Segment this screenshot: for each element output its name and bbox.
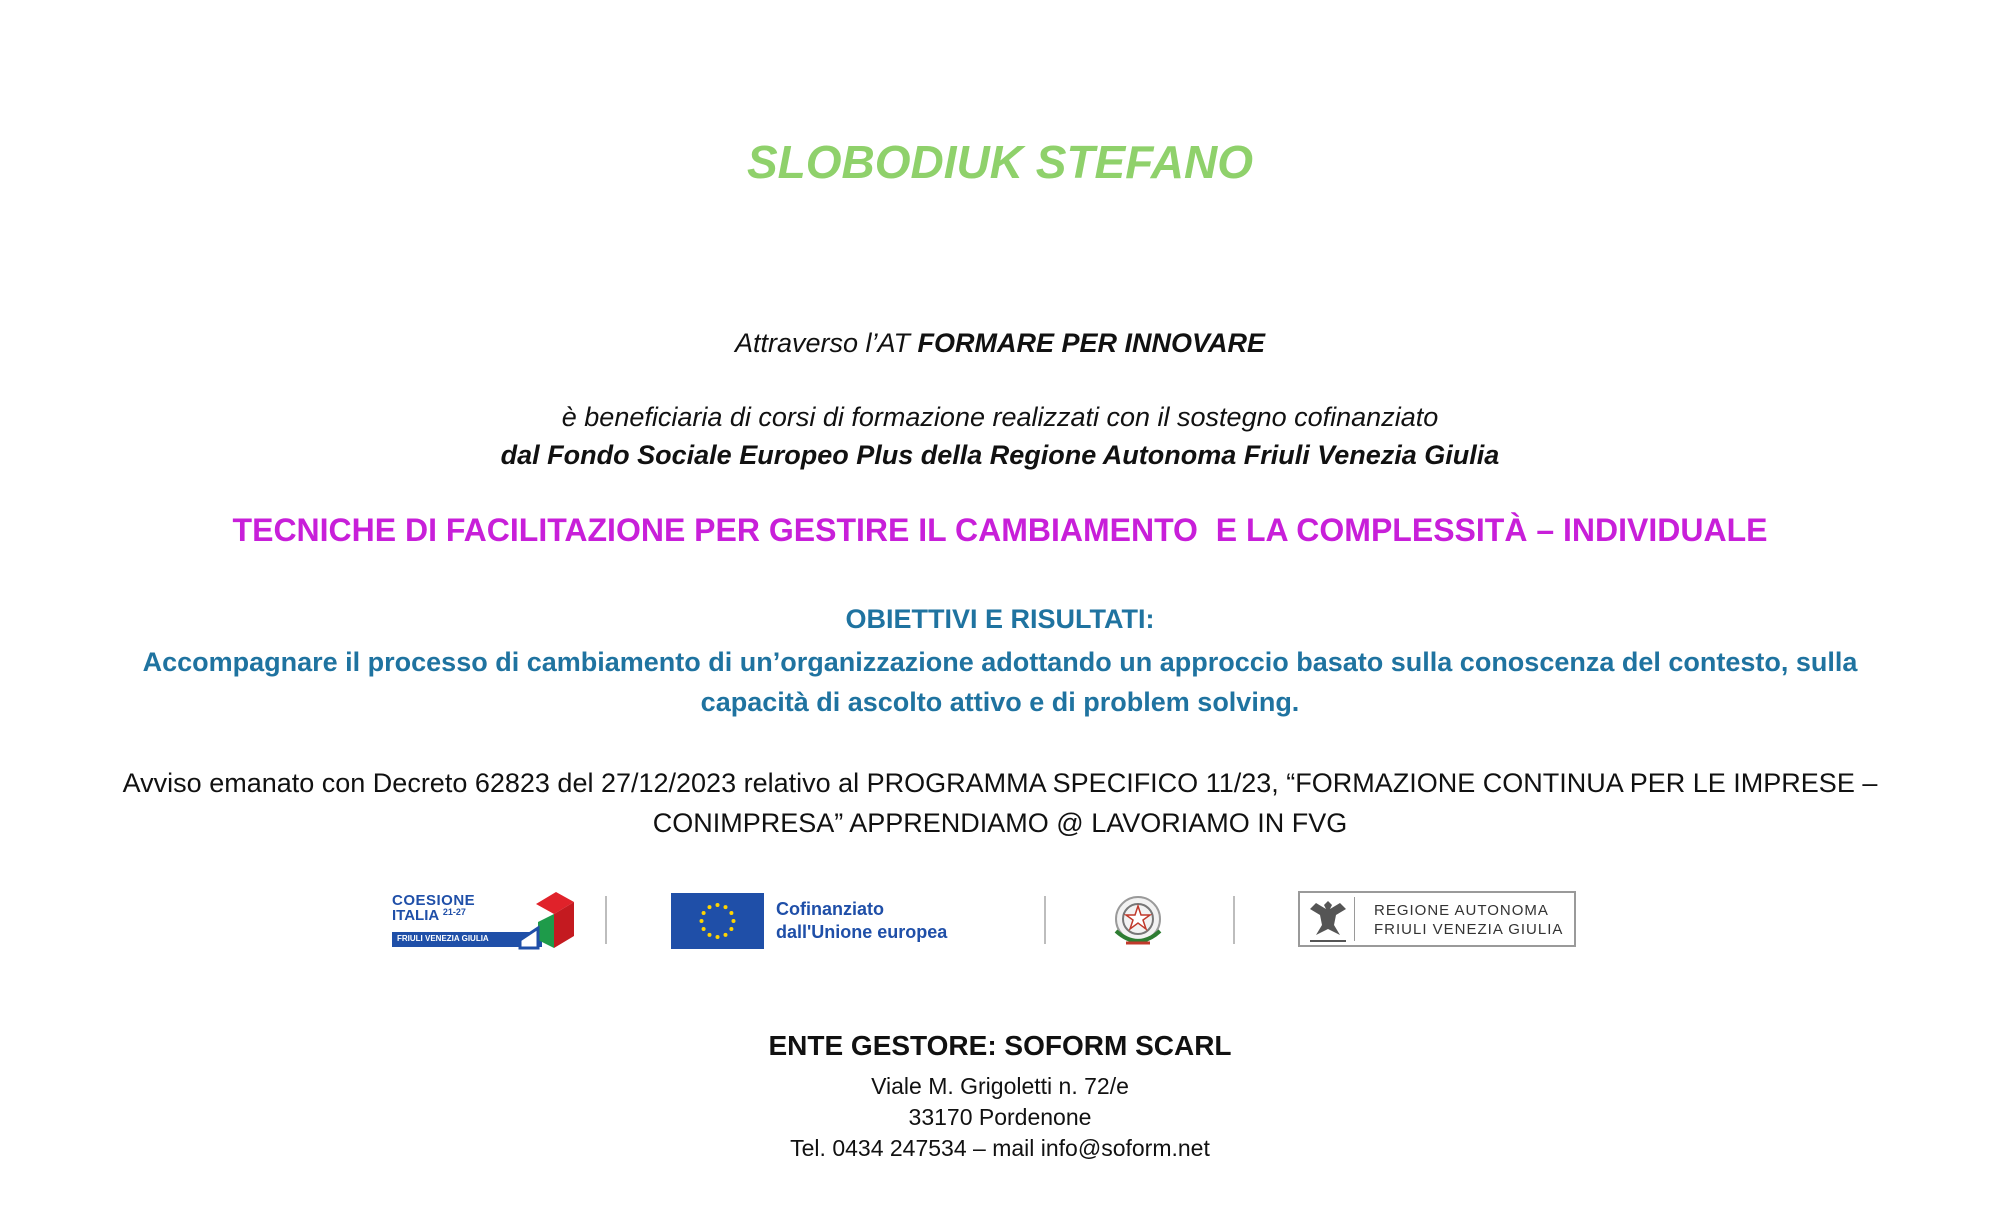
regione-fvg-logo [1298, 891, 1576, 947]
fvg-eagle-icon [1306, 895, 1350, 945]
beneficiary-line-1: è beneficiaria di corsi di formazione realizzati con il sostegno cofinanziato [561, 402, 1439, 432]
avviso-text [0, 763, 2000, 843]
beneficiary-line-2: dal Fondo Sociale Europeo Plus della Regione Autonoma Friuli Venezia Giulia [500, 440, 1500, 470]
coesione-years: 21-27 [442, 907, 466, 917]
eu-line-2: dall'Unione europea [776, 922, 948, 942]
course-title: TECNICHE DI FACILITAZIONE PER GESTIRE IL CAMBIAMENTO E LA COMPLESSITÀ – INDIVIDUALE [232, 512, 1768, 548]
fvg-line-1: REGIONE AUTONOMA [1374, 902, 1549, 919]
objectives-line-2: capacità di ascolto attivo e di problem solving. [700, 687, 1300, 717]
objectives-heading: OBIETTIVI E RISULTATI: [845, 604, 1155, 634]
ente-contact: Tel. 0434 247534 – mail info@soform.net [790, 1135, 1210, 1161]
coesione-italia-logo [392, 892, 582, 952]
eu-flag-icon [671, 893, 764, 949]
italian-republic-emblem [1108, 891, 1168, 951]
coesione-line-2-row [392, 907, 466, 924]
at-name: FORMARE PER INNOVARE [917, 328, 1266, 358]
coesione-region: FRIULI VENEZIA GIULIA [397, 934, 489, 943]
intro-line [0, 328, 2000, 359]
fvg-line-2: FRIULI VENEZIA GIULIA [1374, 921, 1564, 938]
logo-divider [1233, 896, 1235, 944]
ente-gestore-title: ENTE GESTORE: SOFORM SCARL [768, 1030, 1232, 1061]
coesione-line-2: ITALIA [392, 907, 439, 924]
italian-emblem-icon [1108, 891, 1168, 951]
coesione-line-1: COESIONE [392, 892, 476, 909]
logo-divider [1044, 896, 1046, 944]
objectives-text [0, 642, 2000, 722]
avviso-line-1: Avviso emanato con Decreto 62823 del 27/12/2023 relativo al PROGRAMMA SPECIFICO 11/23, “FORMAZIONE CONTINUA PER LE IMPRESE – [122, 768, 1878, 798]
beneficiary-name: SLOBODIUK STEFANO [746, 136, 1254, 188]
fvg-inner-divider [1354, 897, 1355, 941]
ente-city: 33170 Pordenone [908, 1104, 1092, 1130]
avviso-line-2: CONIMPRESA” APPRENDIAMO @ LAVORIAMO IN FVG [652, 808, 1348, 838]
logo-divider [605, 896, 607, 944]
intro-prefix: Attraverso l’AT [734, 328, 910, 358]
eu-line-1: Cofinanziato [776, 899, 884, 919]
coesione-cube-icon [516, 892, 578, 952]
eu-cofinanced-logo [671, 893, 991, 949]
logos-strip [0, 888, 2000, 958]
objectives-line-1: Accompagnare il processo di cambiamento di un’organizzazione adottando un approccio basato sulla conoscenza del contesto, sulla [142, 647, 1858, 677]
ente-address: Viale M. Grigoletti n. 72/e [871, 1073, 1129, 1099]
